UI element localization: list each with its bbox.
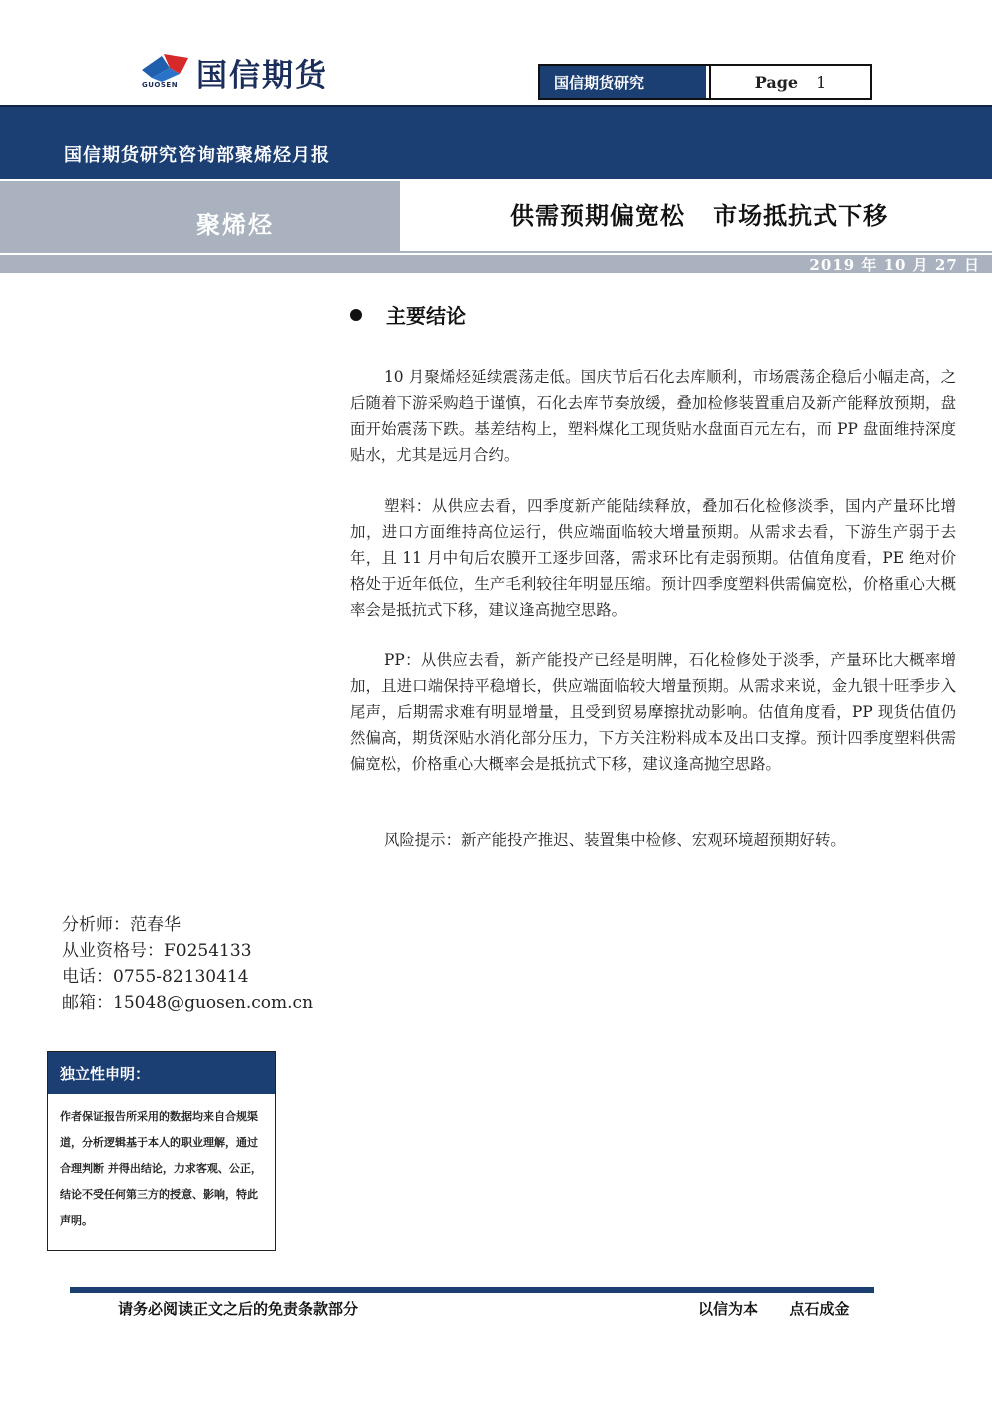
report-title: 供需预期偏宽松 市场抵抗式下移 [510,201,889,230]
analyst-info [62,912,313,1016]
date-bar [0,255,992,273]
footer-disclaimer-note: 请务必阅读正文之后的免责条款部分 [118,1300,359,1318]
independence-statement [47,1051,276,1251]
paragraph-plastic: 塑料：从供应去看，四季度新产能陆续释放，叠加石化检修淡季，国内产量环比增加，进口方面维持高位运行，供应端面临较大增量预期。从需求去看，下游生产弱于去年，且 11 月中旬后农膜开工逐步回落，需求环比有走弱预期。估值角度看，PE 绝对价格处于近年低位，生产毛利较往年明显压缩。预计四季度塑料供需偏宽松，价格重心大概率会是抵抗式下移，建议逢高抛空思路。 [350,497,956,619]
section-title: 主要结论 [386,304,466,328]
report-series-title: 国信期货研究咨询部聚烯烃月报 [64,145,330,166]
page-label: Page [754,72,799,92]
logo-name-cn: 国信期货 [196,58,328,94]
page-number: 1 [816,72,827,92]
statement-body: 作者保证报告所采用的数据均来自合规渠道，分析逻辑基于本人的职业理解，通过合理判断 并得出结论，力求客观、公正，结论不受任何第三方的授意、影响，特此声明。 [60,1110,262,1227]
paragraph-pp: PP：从供应去看，新产能投产已经是明牌，石化检修处于淡季，产量环比大概率增加，且进口端保持平稳增长，供应端面临较大增量预期。从需求来说，金九银十旺季步入尾声，后期需求难有明显增量，且受到贸易摩擦扰动影响。估值角度看，PP 现货估值仍然偏高，期货深贴水消化部分压力，下方关注粉料成本及出口支撑。预计四季度塑料供需偏宽松，价格重心大概率会是抵抗式下移，建议逢高抛空思路。 [350,651,956,773]
category-panel [0,181,400,253]
analyst-name: 分析师：范春华 [62,915,181,935]
paragraph-risk: 风险提示：新产能投产推迟、装置集中检修、宏观环境超预期好转。 [384,831,846,849]
report-date: 2019 年 10 月 27 日 [809,256,980,274]
company-logo [140,48,380,94]
analyst-email: 邮箱：15048@guosen.com.cn [62,993,314,1013]
footer-rule [70,1287,874,1293]
category-label: 聚烯烃 [196,210,274,239]
page-indicator [709,66,870,98]
statement-title: 独立性申明： [48,1052,275,1094]
analyst-phone: 电话：0755-82130414 [62,967,249,987]
header-box [538,64,872,100]
paragraph-overview: 10 月聚烯烃延续震荡走低。国庆节后石化去库顺利，市场震荡企稳后小幅走高，之后随着下游采购趋于谨慎，石化去库节奏放缓，叠加检修装置重启及新产能释放预期，盘面开始震荡下跌。基差结构上，塑料煤化工现货贴水盘面百元左右，而 PP 盘面维持深度贴水，尤其是远月合约。 [350,368,956,464]
research-label: 国信期货研究 [540,66,706,98]
footer-slogan: 以信为本 点石成金 [698,1300,850,1318]
logo-name-en: GUOSEN [142,81,179,89]
analyst-license: 从业资格号：F0254133 [62,941,252,961]
title-underline [400,251,992,253]
report-series-band [0,105,992,179]
bullet-icon [350,309,362,321]
